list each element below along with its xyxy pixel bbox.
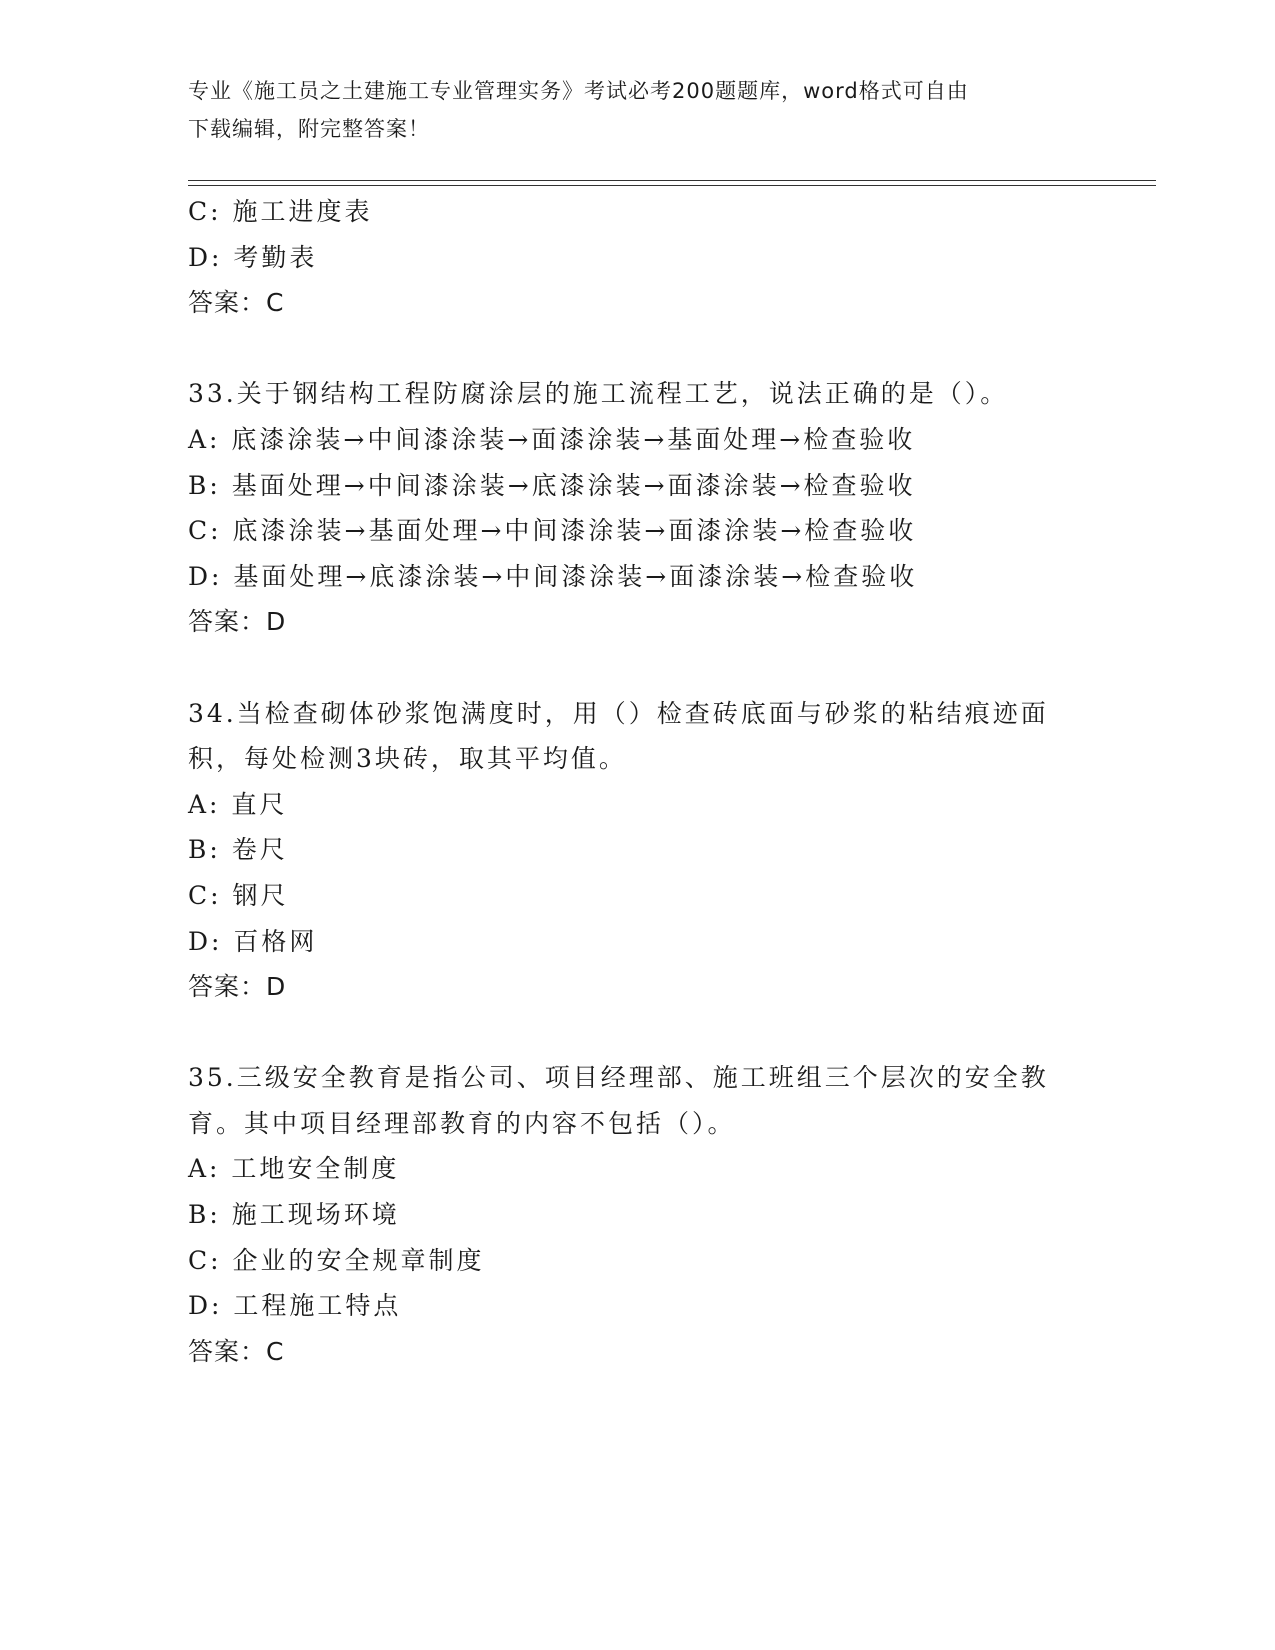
q33-answer: 答案：D bbox=[188, 607, 287, 637]
q35-option-d: D: 工程施工特点 bbox=[188, 1291, 402, 1321]
q35-stem-line-1: 35.三级安全教育是指公司、项目经理部、施工班组三个层次的安全教 bbox=[188, 1063, 1049, 1093]
question-content bbox=[188, 189, 1088, 1374]
q34-option-b: B: 卷尺 bbox=[188, 835, 288, 865]
q35-option-a: A: 工地安全制度 bbox=[188, 1154, 400, 1184]
header-divider-bottom bbox=[188, 185, 1156, 186]
q34-option-d: D: 百格网 bbox=[188, 926, 318, 956]
q35-option-b: B: 施工现场环境 bbox=[188, 1200, 400, 1230]
q34-answer: 答案：D bbox=[188, 972, 287, 1002]
q32-option-c: C: 施工进度表 bbox=[188, 197, 373, 226]
q34-option-c: C: 钢尺 bbox=[188, 880, 289, 910]
header-divider-top bbox=[188, 180, 1156, 181]
spacer bbox=[188, 1010, 1088, 1056]
q33-option-c: C: 底漆涂装→基面处理→中间漆涂装→面漆涂装→检查验收 bbox=[188, 516, 917, 546]
q33-option-d: D: 基面处理→底漆涂装→中间漆涂装→面漆涂装→检查验收 bbox=[188, 561, 918, 591]
q33-stem: 33.关于钢结构工程防腐涂层的施工流程工艺，说法正确的是（）。 bbox=[188, 379, 1009, 409]
q35-option-c: C: 企业的安全规章制度 bbox=[188, 1245, 485, 1275]
q33-option-a: A: 底漆涂装→中间漆涂装→面漆涂装→基面处理→检查验收 bbox=[188, 424, 916, 454]
q35-answer: 答案：C bbox=[188, 1336, 285, 1366]
q32-answer: 答案：C bbox=[188, 288, 285, 318]
header-line-1: 专业《施工员之土建施工专业管理实务》考试必考200题题库，word格式可自由 bbox=[188, 79, 969, 103]
spacer bbox=[188, 645, 1088, 691]
q34-option-a: A: 直尺 bbox=[188, 789, 288, 819]
q35-stem-line-2: 育。其中项目经理部教育的内容不包括（）。 bbox=[188, 1108, 736, 1138]
spacer bbox=[188, 326, 1088, 372]
page-header bbox=[188, 72, 1088, 148]
q34-stem-line-1: 34.当检查砌体砂浆饱满度时，用（）检查砖底面与砂浆的粘结痕迹面 bbox=[188, 698, 1049, 728]
header-line-2: 下载编辑，附完整答案！ bbox=[188, 117, 430, 141]
q32-option-d: D: 考勤表 bbox=[188, 242, 318, 272]
q33-option-b: B: 基面处理→中间漆涂装→底漆涂装→面漆涂装→检查验收 bbox=[188, 470, 916, 500]
q34-stem-line-2: 积，每处检测3块砖，取其平均值。 bbox=[188, 744, 627, 774]
